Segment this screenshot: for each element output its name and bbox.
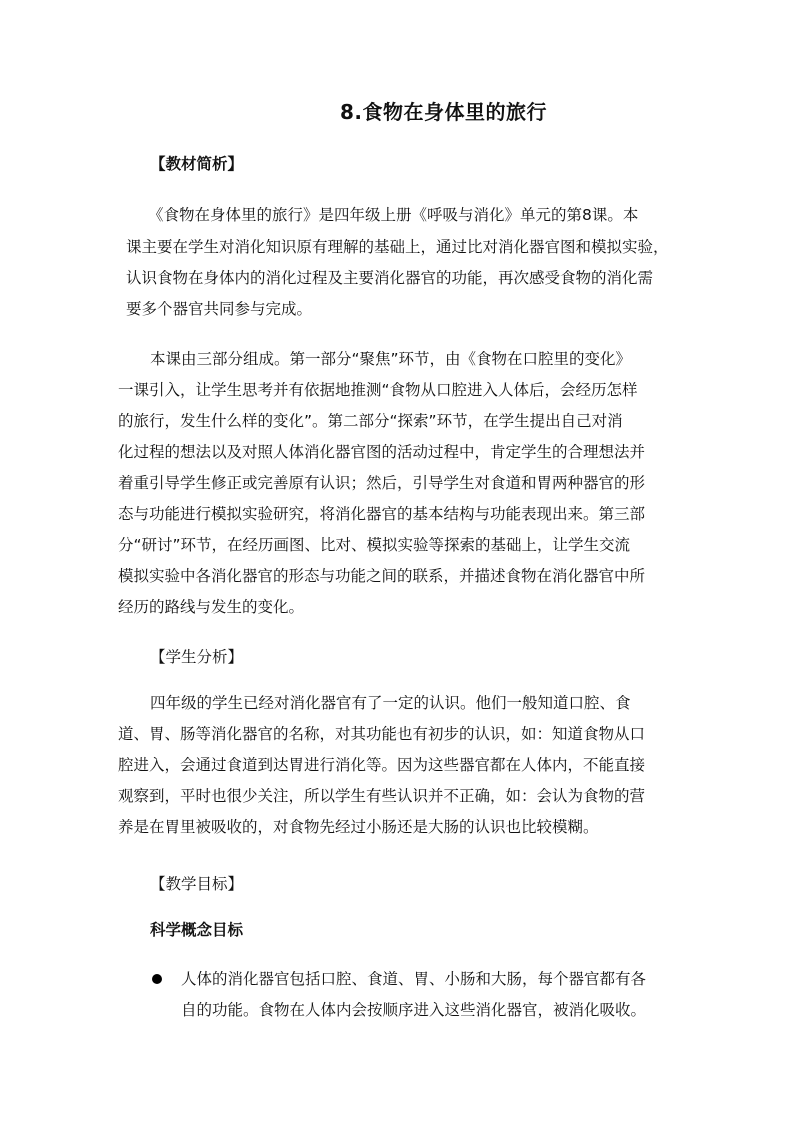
bullet-text-line: 人体的消化器官包括口腔、食道、胃、小肠和大肠，每个器官都有各 xyxy=(181,970,647,988)
paragraph-line: 四年级的学生已经对消化器官有了一定的认识。他们一般知道口腔、食 xyxy=(150,694,631,712)
page-title: 8.食物在身体里的旅行 xyxy=(340,100,548,124)
paragraph-line: 经历的路线与发生的变化。 xyxy=(118,598,305,616)
paragraph-line: 课主要在学生对消化知识原有理解的基础上，通过比对消化器官图和模拟实验， xyxy=(126,238,669,256)
bullet-point-icon xyxy=(152,974,162,984)
paragraph-line: 认识食物在身体内的消化过程及主要消化器官的功能，再次感受食物的消化需 xyxy=(126,269,654,287)
bullet-text-line: 自的功能。食物在人体内会按顺序进入这些消化器官，被消化吸收。 xyxy=(181,1001,647,1019)
section-heading-material-analysis: 【教材简析】 xyxy=(150,155,244,173)
section-heading-teaching-goals: 【教学目标】 xyxy=(150,875,244,893)
paragraph-line: 化过程的想法以及对照人体消化器官图的活动过程中，肯定学生的合理想法并 xyxy=(118,443,646,461)
paragraph-line: 要多个器官共同参与完成。 xyxy=(126,300,313,318)
paragraph-line: 本课由三部分组成。第一部分“聚焦”环节，由《食物在口腔里的变化》 xyxy=(150,350,632,368)
paragraph-line: 的旅行，发生什么样的变化”。第二部分“探索”环节，在学生提出自己对消 xyxy=(118,412,623,430)
paragraph-line: 道、胃、肠等消化器官的名称，对其功能也有初步的认识，如：知道食物从口 xyxy=(118,725,646,743)
subheading-science-concept-goals: 科学概念目标 xyxy=(150,921,244,939)
paragraph-line: 分“研讨”环节，在经历画图、比对、模拟实验等探索的基础上，让学生交流 xyxy=(118,536,631,554)
paragraph-line: 一课引入，让学生思考并有依据地推测“食物从口腔进入人体后，会经历怎样 xyxy=(118,381,638,399)
paragraph-line: 着重引导学生修正或完善原有认识；然后，引导学生对食道和胃两种器官的形 xyxy=(118,474,646,492)
paragraph-line: 养是在胃里被吸收的，对食物先经过小肠还是大肠的认识也比较模糊。 xyxy=(118,818,599,836)
paragraph-line: 模拟实验中各消化器官的形态与功能之间的联系，并描述食物在消化器官中所 xyxy=(118,567,646,585)
section-heading-student-analysis: 【学生分析】 xyxy=(150,648,244,666)
paragraph-line: 《食物在身体里的旅行》是四年级上册《呼吸与消化》单元的第8课。本 xyxy=(148,206,639,224)
paragraph-line: 腔进入，会通过食道到达胃进行消化等。因为这些器官都在人体内，不能直接 xyxy=(118,756,646,774)
paragraph-line: 态与功能进行模拟实验研究，将消化器官的基本结构与功能表现出来。第三部 xyxy=(118,505,646,523)
paragraph-line: 观察到，平时也很少关注，所以学生有些认识并不正确，如：会认为食物的营 xyxy=(118,787,646,805)
